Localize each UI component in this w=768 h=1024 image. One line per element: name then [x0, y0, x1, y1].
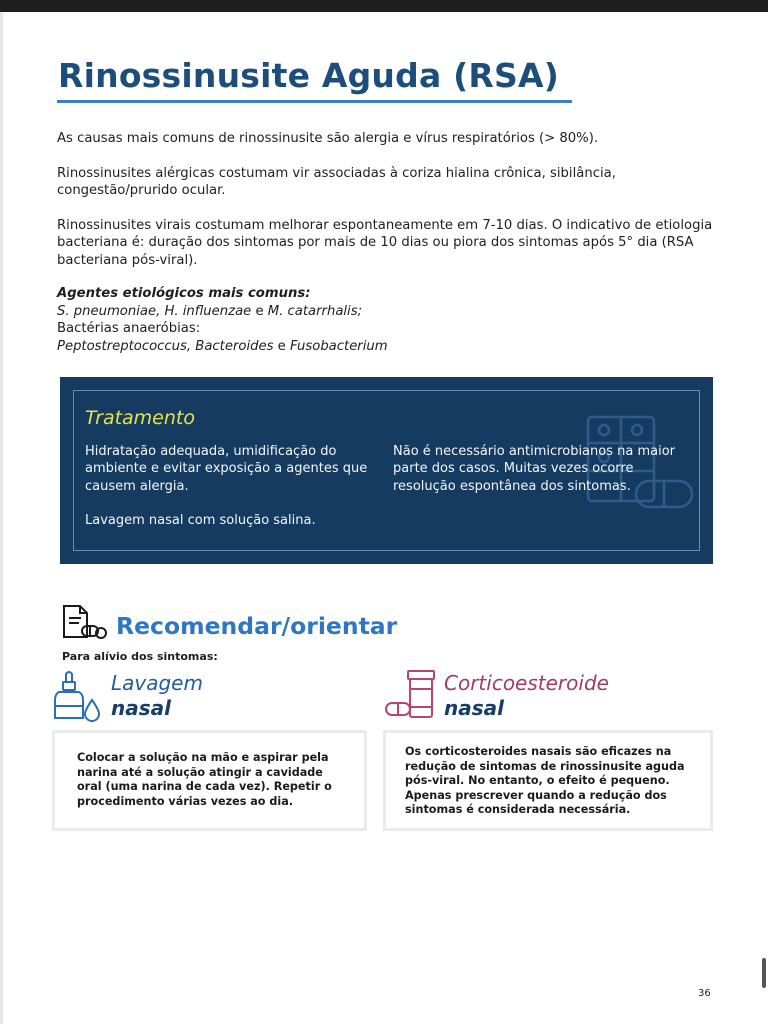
treatment-text: Hidratação adequada, umidificação do ambiente e evitar exposição a agentes que causem alergia.: [85, 444, 368, 494]
scrollbar-thumb[interactable]: [762, 958, 766, 988]
recommend-subtitle: Para alívio dos sintomas:: [62, 650, 218, 663]
cortico-title-line1: Corticoesteroide: [444, 671, 609, 695]
intro-paragraph: Rinossinusites alérgicas costumam vir associadas à coriza hialina crônica, sibilância, congestão/prurido ocular.: [57, 165, 616, 198]
lavagem-card: [52, 730, 367, 831]
window-top-bar: [0, 0, 768, 12]
agents-bacteria: M. catarrhalis;: [267, 303, 363, 319]
treatment-text: Não é necessário antimicrobianos na maior parte dos casos. Muitas vezes ocorre resolução espontânea dos sintomas.: [393, 444, 676, 494]
agents-heading: Agentes etiológicos mais comuns:: [57, 286, 311, 301]
dropper-bottle-icon: [53, 670, 103, 722]
lavagem-title: [111, 671, 203, 721]
lavagem-title-line2: nasal: [111, 696, 171, 720]
intro-paragraph: As causas mais comuns de rinossinusite são alergia e vírus respiratórios (> 80%).: [57, 131, 599, 146]
document-pills-icon: [60, 604, 108, 640]
treatment-title: Tratamento: [85, 407, 195, 429]
agents-line: [57, 303, 717, 321]
cortico-text: Os corticosteroides nasais são eficazes na redução de sintomas de rinossinusite aguda pós-viral. No entanto, o efeito é pequeno. Apenas prescrever quando a redução dos sintomas é considerada necessária.: [405, 745, 685, 817]
page-left-edge: [0, 12, 3, 1024]
agents-conjunction: e: [273, 338, 290, 354]
treatment-text: Lavagem nasal com solução salina.: [85, 512, 316, 528]
intro-text: [57, 130, 717, 286]
agents-line: [57, 338, 717, 356]
treatment-left-column: [85, 443, 370, 546]
agents-conjunction: e: [251, 303, 268, 319]
lavagem-title-line1: Lavagem: [111, 671, 203, 695]
page-title: Rinossinusite Aguda (RSA): [58, 56, 559, 95]
intro-paragraph: Rinossinusites virais costumam melhorar espontaneamente em 7-10 dias. O indicativo de etiologia bacteriana é: duração dos sintomas por mais de 10 dias ou piora dos sintomas após 5° dia (RSA bacteriana pós-viral).: [57, 217, 713, 268]
cortico-title: [444, 671, 609, 721]
etiologic-agents: [57, 285, 717, 355]
agents-line: Bactérias anaeróbias:: [57, 321, 201, 336]
agents-bacteria: Fusobacterium: [289, 338, 388, 354]
title-underline: [57, 100, 572, 103]
lavagem-text: Colocar a solução na mão e aspirar pela narina até a solução atingir a cavidade oral (uma narina de cada vez). Repetir o procedimento várias vezes ao dia.: [77, 751, 332, 808]
cortico-title-line2: nasal: [444, 696, 504, 720]
recommend-title: Recomendar/orientar: [116, 612, 398, 640]
pill-bottle-icon: [384, 669, 438, 721]
treatment-right-column: [393, 443, 678, 512]
agents-bacteria: S. pneumoniae, H. influenzae: [57, 303, 252, 319]
treatment-inner-frame: [73, 390, 700, 551]
agents-bacteria: Peptostreptococcus, Bacteroides: [57, 338, 274, 354]
page-number: 36: [698, 988, 711, 999]
cortico-card: [383, 730, 713, 831]
treatment-box: [60, 377, 713, 564]
